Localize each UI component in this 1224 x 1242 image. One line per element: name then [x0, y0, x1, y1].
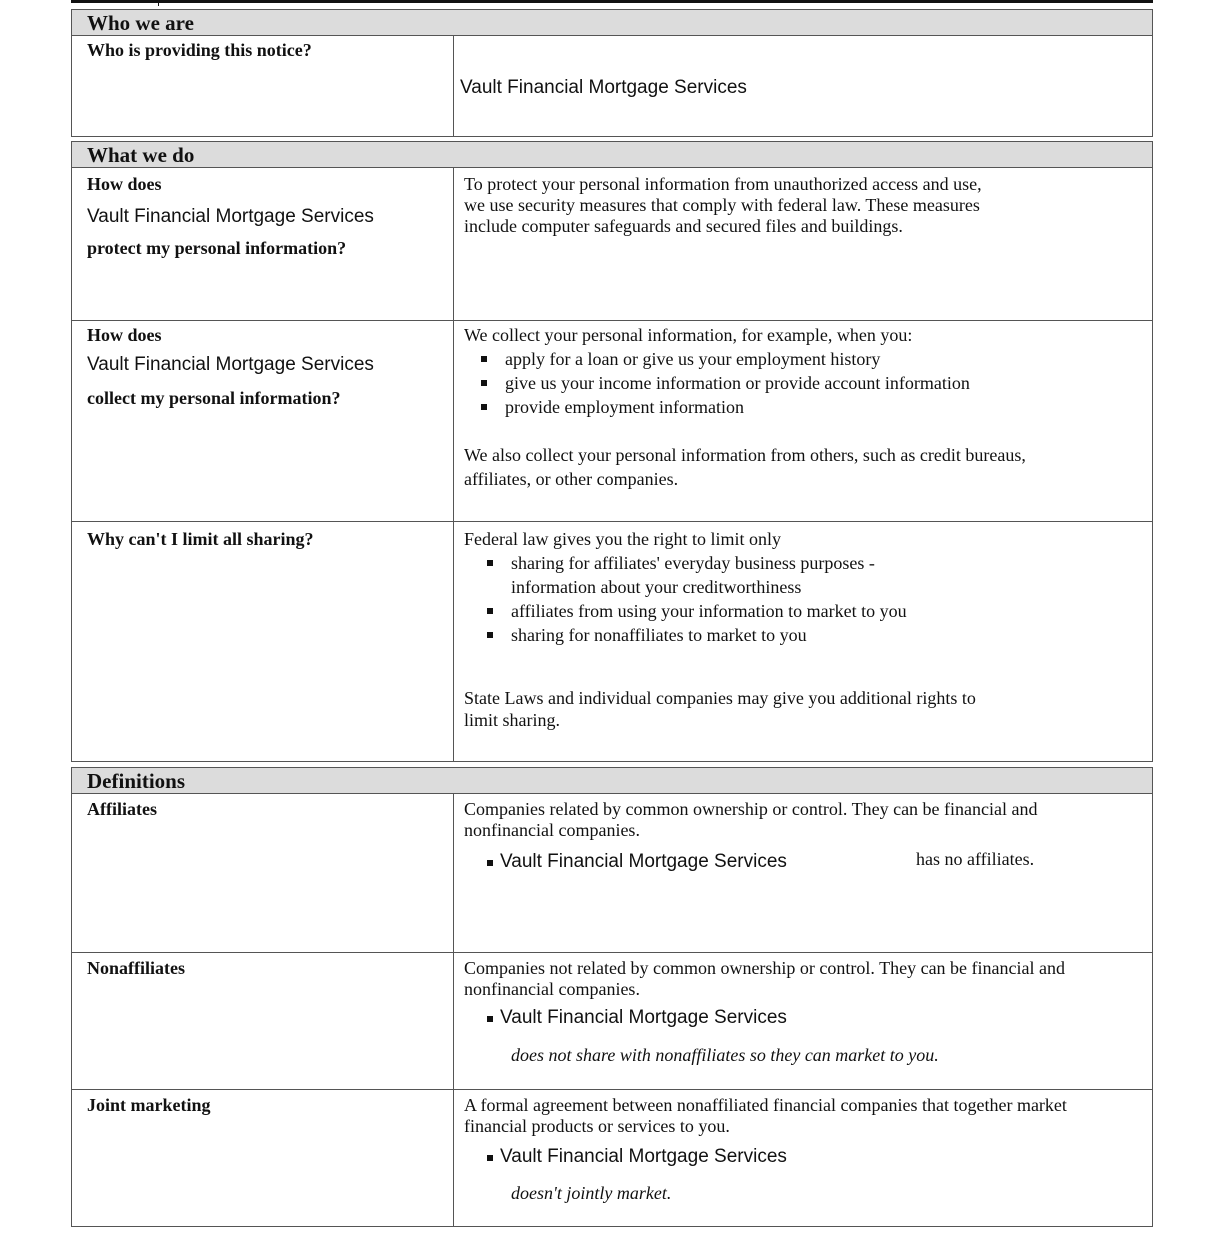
protect-answer-line2: we use security measures that comply with federal law. These measures: [464, 195, 980, 215]
company-name-field: Vault Financial Mortgage Services: [500, 851, 787, 872]
question-collect-line3: collect my personal information?: [87, 388, 341, 408]
bullet-icon: [487, 608, 493, 614]
definition-cell: [454, 794, 1152, 952]
section-header-what-we-do: What we do: [72, 142, 1152, 168]
question-cell: [72, 321, 454, 521]
affiliates-desc-line2: nonfinancial companies.: [464, 820, 640, 840]
collect-bullet-2: give us your income information or provide account information: [505, 373, 970, 393]
company-name-field: Vault Financial Mortgage Services: [460, 77, 747, 98]
collect-also-line2: affiliates, or other companies.: [464, 469, 679, 489]
top-rule: [71, 0, 1153, 3]
term-joint-marketing: Joint marketing: [87, 1095, 211, 1115]
protect-answer-line3: include computer safeguards and secured files and buildings.: [464, 216, 903, 236]
row-collect: [72, 320, 1152, 521]
term-affiliates: Affiliates: [87, 799, 157, 819]
bullet-icon: [481, 356, 487, 362]
question-protect-line3: protect my personal information?: [87, 238, 347, 258]
answer-cell: [454, 168, 1152, 320]
section-who-we-are: [71, 9, 1153, 137]
collect-bullet-3: provide employment information: [505, 397, 744, 417]
bullet-icon: [487, 632, 493, 638]
question-collect-line1: How does: [87, 325, 162, 345]
term-cell: [72, 953, 454, 1089]
limit-state-line1: State Laws and individual companies may give you additional rights to: [464, 688, 976, 708]
row-limit-sharing: [72, 521, 1152, 761]
joint-note: doesn't jointly market.: [511, 1183, 672, 1203]
bullet-icon: [487, 860, 493, 866]
definition-cell: [454, 1090, 1152, 1226]
row-joint-marketing: [72, 1089, 1152, 1226]
row-nonaffiliates: [72, 952, 1152, 1089]
row-affiliates: [72, 794, 1152, 952]
question-cell: [72, 522, 454, 761]
question-protect-line1: How does: [87, 174, 162, 194]
section-what-we-do: [71, 141, 1153, 762]
limit-bullet-3: sharing for nonaffiliates to market to you: [511, 625, 807, 645]
limit-intro: Federal law gives you the right to limit only: [464, 529, 781, 549]
affiliates-note: has no affiliates.: [916, 849, 1035, 869]
protect-answer-line1: To protect your personal information from unauthorized access and use,: [464, 174, 982, 194]
affiliates-desc-line1: Companies related by common ownership or control. They can be financial and: [464, 799, 1038, 819]
joint-desc-line2: financial products or services to you.: [464, 1116, 730, 1136]
bullet-icon: [487, 1155, 493, 1161]
bullet-icon: [481, 404, 487, 410]
term-cell: [72, 794, 454, 952]
answer-cell: [454, 36, 1152, 136]
company-name-field: Vault Financial Mortgage Services: [500, 1007, 787, 1028]
nonaffiliates-desc-line1: Companies not related by common ownership or control. They can be financial and: [464, 958, 1065, 978]
section-definitions: [71, 767, 1153, 1227]
nonaffiliates-note: does not share with nonaffiliates so they can market to you.: [511, 1045, 939, 1065]
question-cell: [72, 36, 454, 136]
joint-desc-line1: A formal agreement between nonaffiliated financial companies that together market: [464, 1095, 1067, 1115]
section-header-definitions: Definitions: [72, 768, 1152, 794]
bullet-icon: [487, 560, 493, 566]
company-name-field: Vault Financial Mortgage Services: [87, 354, 374, 375]
row-who-providing: [72, 36, 1152, 136]
question-limit-sharing: Why can't I limit all sharing?: [87, 529, 314, 549]
top-rule-notch: [158, 0, 159, 6]
collect-bullet-1: apply for a loan or give us your employment history: [505, 349, 881, 369]
definition-cell: [454, 953, 1152, 1089]
limit-bullet-1-line2: information about your creditworthiness: [511, 577, 802, 597]
limit-state-line2: limit sharing.: [464, 710, 560, 730]
question-cell: [72, 168, 454, 320]
company-name-field: Vault Financial Mortgage Services: [500, 1146, 787, 1167]
answer-cell: [454, 522, 1152, 761]
row-protect: [72, 168, 1152, 320]
limit-bullet-1-line1: sharing for affiliates' everyday business purposes -: [511, 553, 875, 573]
collect-also-line1: We also collect your personal information from others, such as credit bureaus,: [464, 445, 1026, 465]
nonaffiliates-desc-line2: nonfinancial companies.: [464, 979, 640, 999]
term-nonaffiliates: Nonaffiliates: [87, 958, 185, 978]
section-header-who-we-are: Who we are: [72, 10, 1152, 36]
question-who-providing: Who is providing this notice?: [87, 40, 312, 60]
collect-intro: We collect your personal information, for example, when you:: [464, 325, 913, 345]
bullet-icon: [481, 380, 487, 386]
term-cell: [72, 1090, 454, 1226]
limit-bullet-2: affiliates from using your information to market to you: [511, 601, 907, 621]
answer-cell: [454, 321, 1152, 521]
bullet-icon: [487, 1016, 493, 1022]
company-name-field: Vault Financial Mortgage Services: [87, 206, 374, 227]
